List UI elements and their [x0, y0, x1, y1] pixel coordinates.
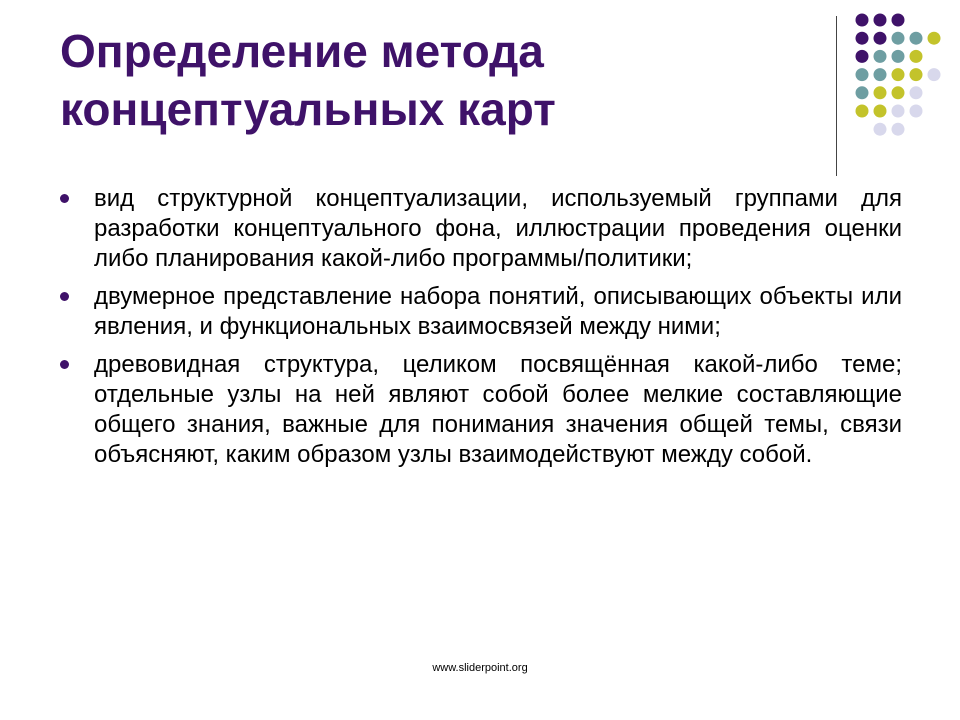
bullet-text: двумерное представление набора понятий, описывающих объекты или явления, и функциональных взаимосвязей между ними;	[94, 283, 902, 340]
decorative-dot	[892, 32, 905, 45]
decorative-dot-grid	[840, 0, 960, 160]
decorative-dot	[856, 86, 869, 99]
decorative-dot	[910, 68, 923, 81]
bullet-text: вид структурной концептуализации, используемый группами для разработки концептуального фона, иллюстрации проведения оценки либо планирования какой-либо программы/политики;	[94, 185, 902, 272]
decorative-dot	[874, 123, 887, 136]
decorative-dot	[910, 105, 923, 118]
decorative-dot	[892, 50, 905, 63]
decorative-dot	[874, 86, 887, 99]
decorative-dot	[874, 14, 887, 27]
bullet-item	[58, 184, 902, 274]
decorative-dot	[892, 105, 905, 118]
footer-url: www.sliderpoint.org	[432, 662, 528, 674]
decorative-dot	[874, 105, 887, 118]
decorative-dot	[892, 68, 905, 81]
slide-title: Определение метода концептуальных карт	[60, 25, 556, 135]
bullet-dot-icon	[60, 194, 69, 203]
decorative-dot	[874, 68, 887, 81]
decorative-dot	[874, 32, 887, 45]
decorative-dot	[856, 105, 869, 118]
decorative-dot	[892, 14, 905, 27]
decorative-dot	[892, 86, 905, 99]
decorative-dot	[910, 32, 923, 45]
bullet-list	[58, 184, 902, 478]
decorative-dot	[910, 86, 923, 99]
bullet-item	[58, 350, 902, 470]
bullet-item	[58, 282, 902, 342]
decorative-dot	[874, 50, 887, 63]
decorative-dot	[856, 50, 869, 63]
decorative-dot	[928, 32, 941, 45]
decorative-dot	[856, 32, 869, 45]
bullet-dot-icon	[60, 360, 69, 369]
vertical-divider	[836, 16, 837, 176]
decorative-dot	[892, 123, 905, 136]
decorative-dot	[910, 50, 923, 63]
decorative-dot	[856, 14, 869, 27]
decorative-dot	[856, 68, 869, 81]
bullet-dot-icon	[60, 292, 69, 301]
bullet-text: древовидная структура, целиком посвящённая какой-либо теме; отдельные узлы на ней являют собой более мелкие составляющие общего знания, важные для понимания значения общей темы, связи объясняют, каким образом узлы взаимодействуют между собой.	[94, 351, 902, 468]
decorative-dot	[928, 68, 941, 81]
